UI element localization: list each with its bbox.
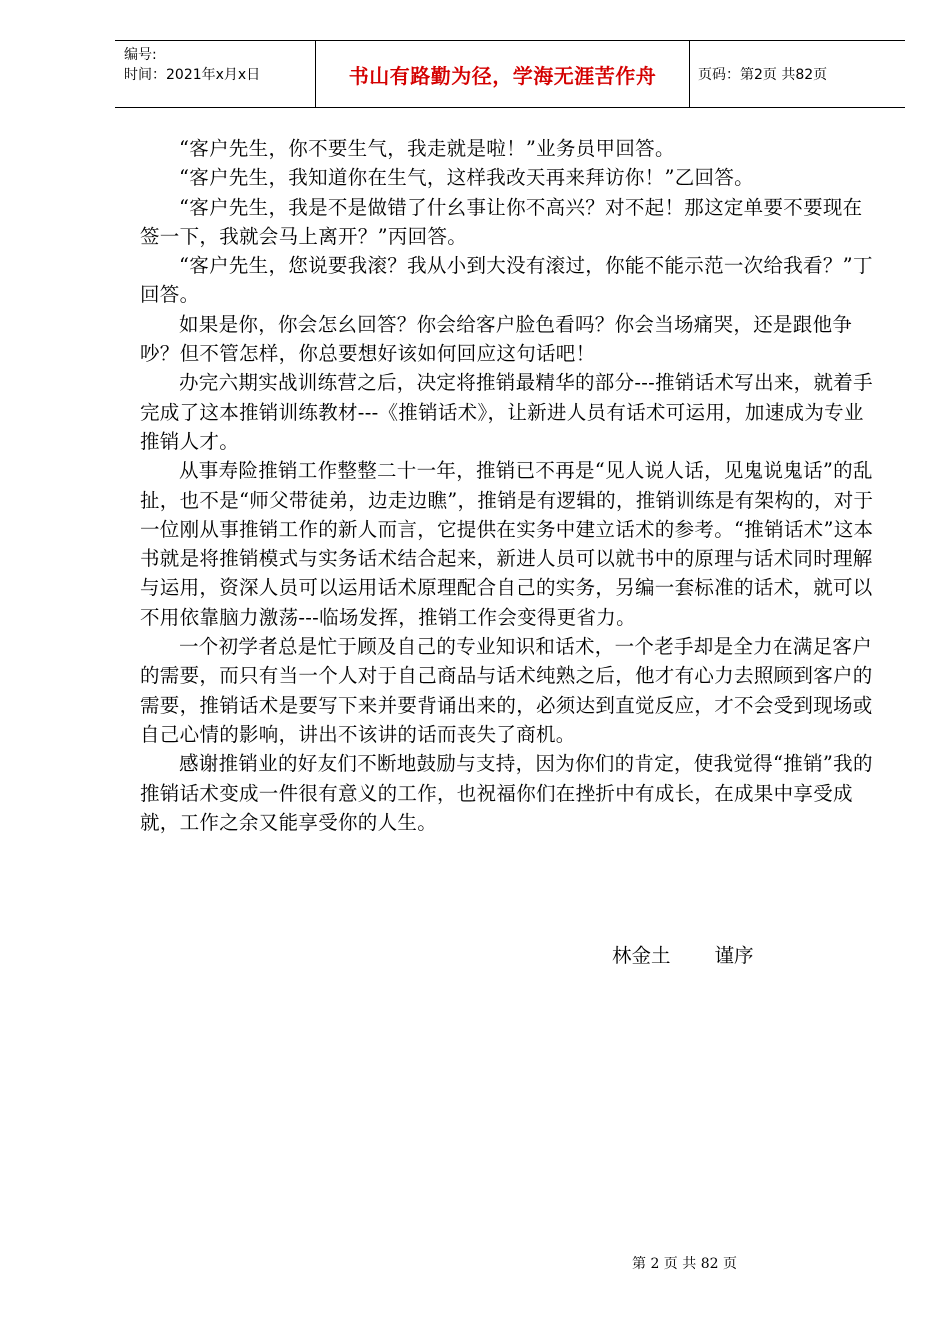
header-meta (115, 41, 316, 107)
document-body (140, 134, 874, 837)
header-motto: 书山有路勤为径，学海无涯苦作舟 (316, 41, 690, 107)
paragraph: “客户先生，您说要我滚？我从小到大没有滚过，你能不能示范一次给我看？”丁回答。 (140, 254, 873, 307)
paragraph: “客户先生，你不要生气，我走就是啦！”业务员甲回答。 (179, 137, 675, 160)
page-header (115, 40, 905, 108)
signature-author: 林金土 (612, 944, 671, 967)
paragraph: 办完六期实战训练营之后，决定将推销最精华的部分---推销话术写出来，就着手完成了这本推销训练教材---《推销话术》，让新进人员有话术可运用，加速成为专业推销人才。 (140, 371, 873, 453)
time-label: 时间：2021年x月x日 (124, 67, 261, 83)
paragraph: 从事寿险推销工作整整二十一年，推销已不再是“见人说人话，见鬼说鬼话”的乱扯，也不是“师父带徒弟，边走边瞧”，推销是有逻辑的，推销训练是有架构的，对于一位刚从事推销工作的新人而言，它提供在实务中建立话术的参考。“推销话术”这本书就是将推销模式与实务话术结合起来，新进人员可以就书中的原理与话术同时理解与运用，资深人员可以运用话术原理配合自己的实务，另编一套标准的话术，就可以不用依靠脑力激荡---临场发挥，推销工作会变得更省力。 (140, 459, 874, 629)
paragraph: 如果是你，你会怎幺回答？你会给客户脸色看吗？你会当场痛哭，还是跟他争吵？但不管怎样，你总要想好该如何回应这句话吧！ (140, 312, 853, 366)
number-label: 编号: (124, 47, 157, 63)
signature-note: 谨序 (714, 944, 754, 967)
paragraph: 感谢推销业的好友们不断地鼓励与支持，因为你们的肯定，使我觉得“推销”我的推销话术变成一件很有意义的工作，也祝福你们在挫折中有成长，在成果中享受成就，工作之余又能享受你的人生。 (140, 752, 873, 834)
signature (612, 940, 754, 968)
paragraph: “客户先生，我知道你在生气，这样我改天再来拜访你！”乙回答。 (179, 166, 754, 190)
paragraph: 一个初学者总是忙于顾及自己的专业知识和话术，一个老手却是全力在满足客户的需要，而只有当一个人对于自己商品与话术纯熟之后，他才有心力去照顾到客户的需要，推销话术是要写下来并要背诵出来的，必须达到直觉反应，才不会受到现场或自己心情的影响，讲出不该讲的话而丧失了商机。 (140, 635, 873, 746)
paragraph: “客户先生，我是不是做错了什幺事让你不高兴？对不起！那这定单要不要现在签一下，我就会马上离开？”丙回答。 (140, 195, 863, 248)
header-page-info: 页码：第2页 共82页 (698, 67, 828, 83)
page-footer: 第 2 页 共 82 页 (632, 1256, 737, 1272)
